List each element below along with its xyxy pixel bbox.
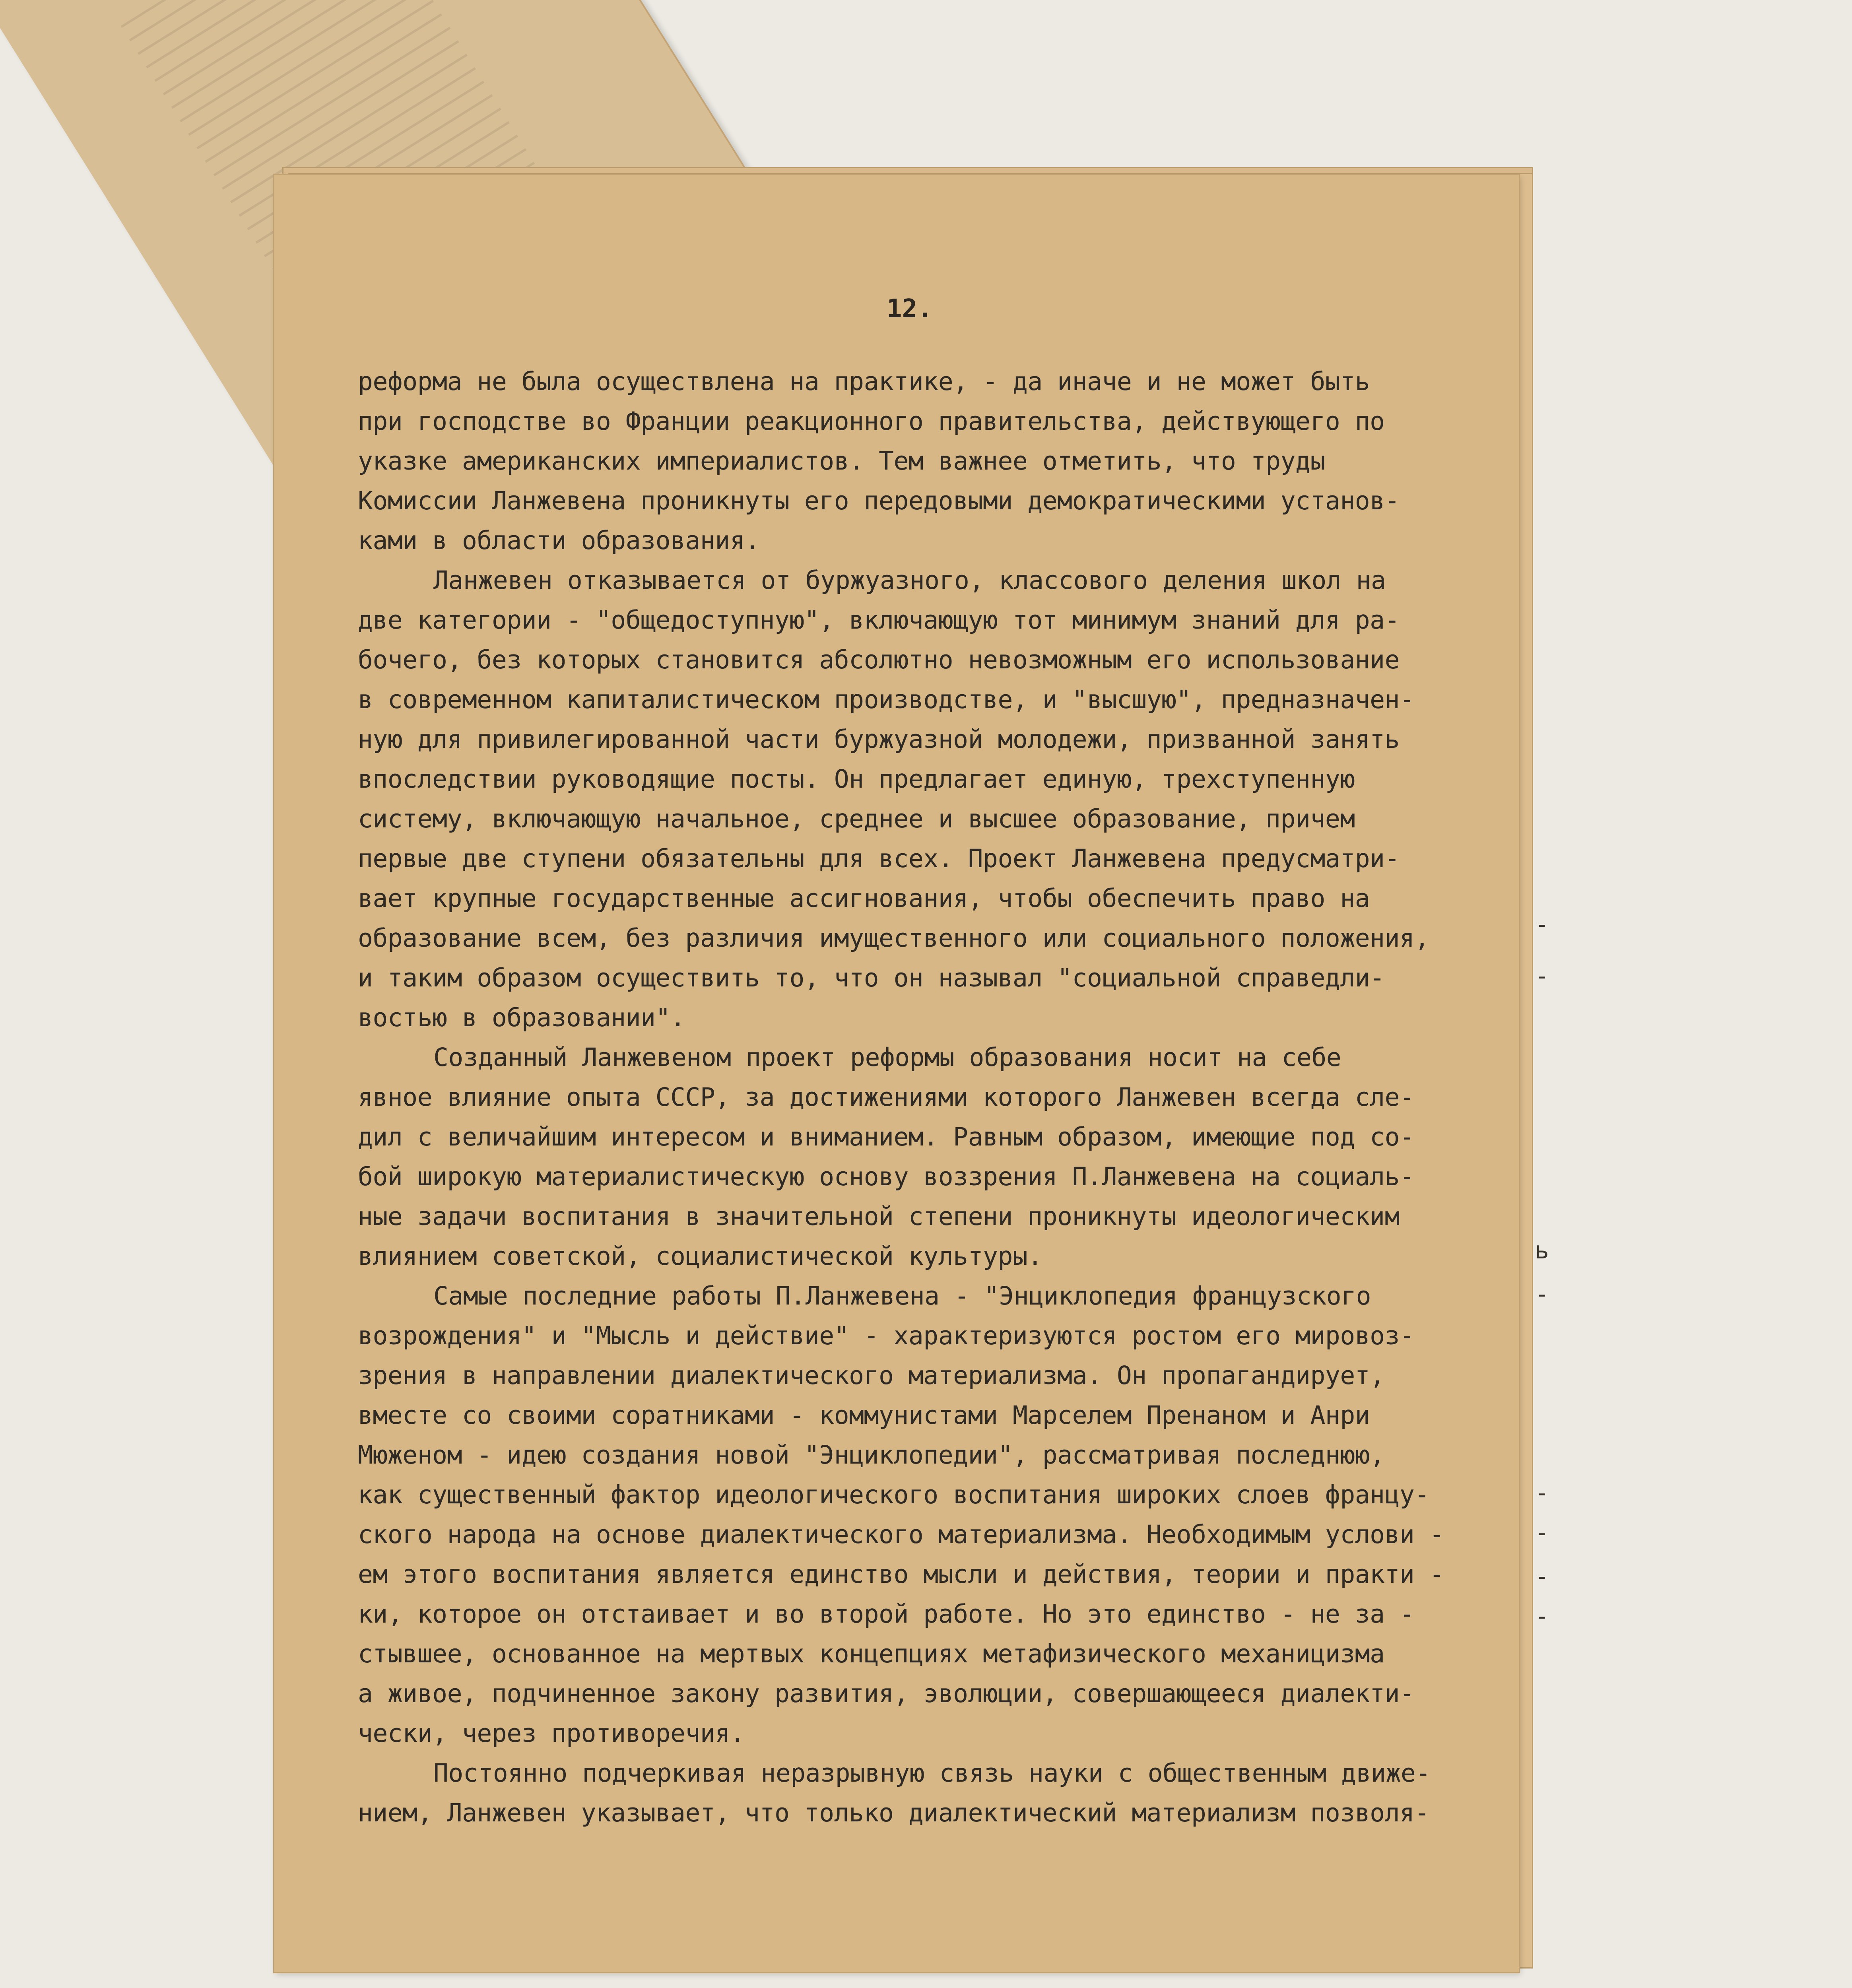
text-line: явное влияние опыта СССР, за достижениями которого Ланжевен всегда сле-	[358, 1083, 1415, 1112]
text-line: две категории - "общедоступную", включающую тот минимум знаний для ра-	[358, 606, 1400, 635]
margin-mark: -	[1535, 911, 1549, 938]
text-line: систему, включающую начальное, среднее и высшее образование, причем	[358, 804, 1355, 833]
page-body	[358, 362, 1503, 1833]
text-line: вает крупные государственные ассигнования, чтобы обеспечить право на	[358, 884, 1370, 913]
text-line: Созданный Ланжевеном проект реформы образования носит на себе	[433, 1043, 1341, 1072]
text-line: Постоянно подчеркивая неразрывную связь науки с общественным движе-	[433, 1759, 1431, 1788]
margin-mark: -	[1535, 1602, 1549, 1630]
text-line: бочего, без которых становится абсолютно невозможным его использование	[358, 645, 1400, 674]
text-line: дил с величайшим интересом и вниманием. Равным образом, имеющие под со-	[358, 1122, 1415, 1151]
text-line: Самые последние работы П.Ланжевена - "Энциклопедия французского	[433, 1281, 1371, 1310]
text-line: ки, которое он отстаивает и во второй работе. Но это единство - не за -	[358, 1600, 1415, 1629]
text-line: Мюженом - идею создания новой "Энциклопедии", рассматривая последнюю,	[358, 1441, 1385, 1470]
text-line: возрождения" и "Мысль и действие" - характеризуются ростом его мировоз-	[358, 1321, 1415, 1350]
margin-mark: -	[1535, 1563, 1549, 1590]
text-line: Комиссии Ланжевена проникнуты его передовыми демократическими установ-	[358, 486, 1400, 515]
text-line: ную для привилегированной части буржуазной молодежи, призванной занять	[358, 725, 1400, 754]
text-line: зрения в направлении диалектического материализма. Он пропагандирует,	[358, 1361, 1385, 1390]
text-line: чески, через противоречия.	[358, 1719, 745, 1748]
margin-mark: -	[1535, 1280, 1549, 1308]
text-line: стывшее, основанное на мертвых концепциях метафизического механицизма	[358, 1639, 1385, 1668]
text-line: а живое, подчиненное закону развития, эволюции, совершающееся диалекти-	[358, 1679, 1415, 1708]
margin-mark: -	[1535, 1479, 1549, 1507]
margin-mark: ь	[1535, 1237, 1549, 1264]
margin-mark: -	[1535, 1519, 1549, 1547]
text-line: ные задачи воспитания в значительной степени проникнуты идеологическим	[358, 1202, 1400, 1231]
text-line: вместе со своими соратниками - коммунистами Марселем Пренаном и Анри	[358, 1401, 1370, 1430]
text-line: образование всем, без различия имущественного или социального положения,	[358, 924, 1429, 953]
text-line: первые две ступени обязательны для всех. Проект Ланжевена предусматри-	[358, 844, 1400, 873]
text-line: нием, Ланжевен указывает, что только диалектический материализм позволя-	[358, 1798, 1429, 1827]
text-line: ками в области образования.	[358, 526, 760, 555]
text-line: ского народа на основе диалектического материализма. Необходимым услови -	[358, 1520, 1444, 1549]
text-line: влиянием советской, социалистической культуры.	[358, 1242, 1042, 1271]
margin-mark: -	[1535, 962, 1549, 990]
text-line: реформа не была осуществлена на практике, - да иначе и не может быть	[358, 367, 1370, 396]
text-line: указке американских империалистов. Тем важнее отметить, что труды	[358, 447, 1325, 476]
text-line: и таким образом осуществить то, что он называл "социальной справедли-	[358, 963, 1385, 992]
text-line: бой широкую материалистическую основу воззрения П.Ланжевена на социаль-	[358, 1162, 1415, 1191]
text-line: впоследствии руководящие посты. Он предлагает единую, трехступенную	[358, 765, 1355, 794]
text-line: ем этого воспитания является единство мысли и действия, теории и практи -	[358, 1560, 1444, 1589]
text-line: в современном капиталистическом производстве, и "высшую", предназначен-	[358, 685, 1415, 714]
text-line: Ланжевен отказывается от буржуазного, классового деления школ на	[433, 566, 1386, 595]
text-line: при господстве во Франции реакционного правительства, действующего по	[358, 407, 1385, 436]
text-line: как существенный фактор идеологического воспитания широких слоев францу-	[358, 1480, 1429, 1509]
text-line: востью в образовании".	[358, 1003, 685, 1032]
typewritten-page	[274, 175, 1519, 1972]
page-number: 12.	[887, 294, 933, 324]
